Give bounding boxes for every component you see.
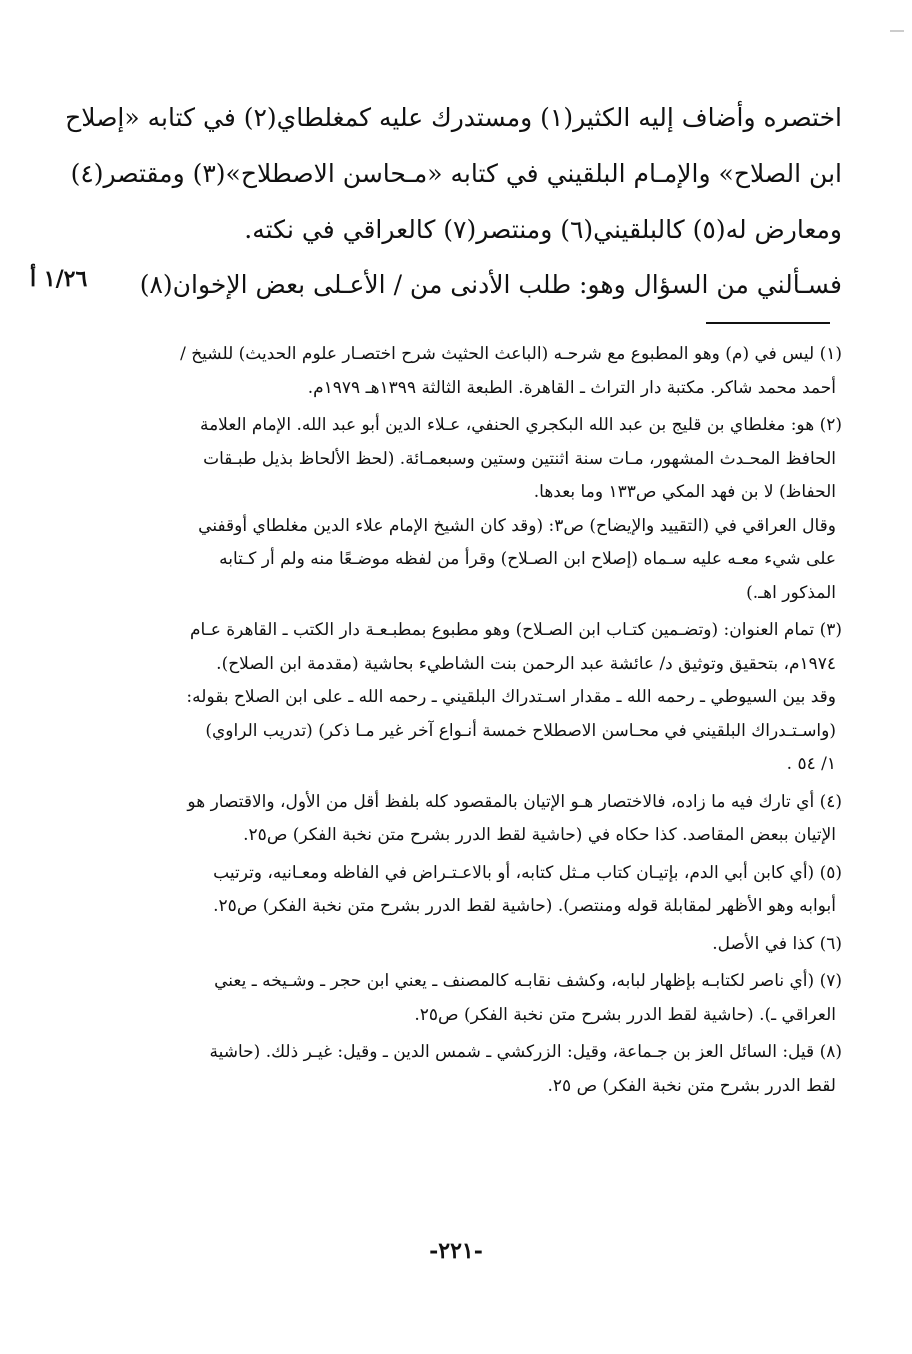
footnote-line: أحمد محمد شاكر. مكتبة دار التراث ـ القاهرة. الطبعة الثالثة ١٣٩٩هـ ١٩٧٩م.	[307, 377, 836, 398]
footnote-line: لقط الدرر بشرح متن نخبة الفكر) ص ٢٥.	[547, 1075, 836, 1096]
main-body-text	[65, 90, 842, 258]
body-line-last: فسـألني من السؤال وهو: طلب الأدنى من / الأعـلى بعض الإخوان(٨)	[139, 270, 842, 299]
footnote-separator	[706, 322, 830, 324]
footnote-line: (٧) (أي ناصر لكتابـه بإظهار لبابه، وكشف نقابـه كالمصنف ـ يعني ابن حجر ـ وشـيخه ـ يعني	[214, 971, 842, 991]
footnote-3	[120, 614, 842, 782]
footnote-line: (١) ليس في (م) وهو المطبوع مع شرحـه (الباعث الحثيث شرح اختصـار علوم الحديث) للشيخ /	[180, 344, 842, 364]
manuscript-folio-reference: ١/٢٦ أ	[30, 266, 88, 292]
body-line: ومعارض له(٥) كالبلقيني(٦) ومنتصر(٧) كالعراقي في نكته.	[244, 215, 842, 244]
footnote-line: العراقي ـ). (حاشية لقط الدرر بشرح متن نخبة الفكر) ص٢٥.	[414, 1004, 836, 1025]
footnote-line: (٦) كذا في الأصل.	[712, 933, 842, 954]
footnote-line: ١/ ٥٤ .	[786, 754, 836, 774]
footnote-line: ١٩٧٤م، بتحقيق وتوثيق د/ عائشة عبد الرحمن بنت الشاطيء بحاشية (مقدمة ابن الصلاح).	[216, 653, 836, 674]
footnote-line: المذكور اهـ.)	[746, 582, 836, 603]
footnote-4	[120, 786, 842, 853]
footnote-1	[120, 338, 842, 405]
scan-mark	[890, 30, 904, 32]
footnote-line: (٥) (أي كابن أبي الدم، بإتيـان كتاب مـثل كتابه، أو بالاعـتـراض في الفاظه ومعـانيه، وترتيب	[213, 862, 842, 883]
footnote-5	[120, 857, 842, 924]
footnote-line: الإتيان ببعض المقاصد. كذا حكاه في (حاشية لقط الدرر بشرح متن نخبة الفكر) ص٢٥.	[243, 825, 836, 845]
footnote-2	[120, 409, 842, 610]
footnote-7	[120, 965, 842, 1032]
footnote-6	[120, 928, 842, 962]
footnote-line: (٨) قيل: السائل العز بن جـماعة، وقيل: الزركشي ـ شمس الدين ـ وقيل: غيـر ذلك. (حاشية	[209, 1042, 842, 1062]
footnote-line: أبوابه وهو الأظهر لمقابلة قوله ومنتصر). (حاشية لقط الدرر بشرح متن نخبة الفكر) ص٢٥.	[213, 896, 836, 916]
footnote-line: الحافظ المحـدث المشهور، مـات سنة اثنتين وستين وسبعمـائة. (لحظ الألحاظ بذيل طبـقات	[203, 448, 836, 469]
footnote-line: الحفاظ) لا بن فهد المكي ص١٣٣ وما بعدها.	[533, 482, 836, 502]
body-line: اختصره وأضاف إليه الكثير(١) ومستدرك عليه كمغلطاي(٢) في كتابه «إصلاح	[65, 103, 842, 132]
page-number: -٢٢١-	[429, 1238, 483, 1264]
footnote-line: على شيء معـه عليه سـماه (إصلاح ابن الصـلاح) وقرأ من لفظه موضـعًا منه ولم أر كـتابه	[219, 549, 836, 569]
body-line: ابن الصلاح» والإمـام البلقيني في كتابه «مـحاسن الاصطلاح»(٣) ومقتصر(٤)	[70, 159, 842, 188]
footnote-8	[120, 1036, 842, 1103]
footnote-line: (٤) أي تارك فيه ما زاده، فالاختصار هـو الإتيان بالمقصود كله بلفظ أقل من الأول، والاقتصار هو	[187, 791, 842, 812]
footnote-line: وقد بين السيوطي ـ رحمه الله ـ مقدار اسـتدراك البلقيني ـ رحمه الله ـ على ابن الصلاح بقوله:	[186, 687, 836, 707]
footnote-line: وقال العراقي في (التقييد والإيضاح) ص٣: (وقد كان الشيخ الإمام علاء الدين مغلطاي أوقفني	[198, 515, 836, 536]
footnotes-section	[120, 338, 842, 1107]
footnote-line: (٢) هو: مغلطاي بن قليج بن عبد الله البكجري الحنفي، عـلاء الدين أبو عبد الله. الإمام العلامة	[199, 415, 842, 435]
footnote-line: (واسـتـدراك البلقيني في محـاسن الاصطلاح خمسة أنـواع آخر غير مـا ذكر) (تدريب الراوي)	[205, 720, 836, 741]
footnote-line: (٣) تمام العنوان: (وتضـمين كتـاب ابن الصـلاح) وهو مطبوع بمطبـعـة دار الكتب ـ القاهرة عـام	[190, 620, 842, 640]
